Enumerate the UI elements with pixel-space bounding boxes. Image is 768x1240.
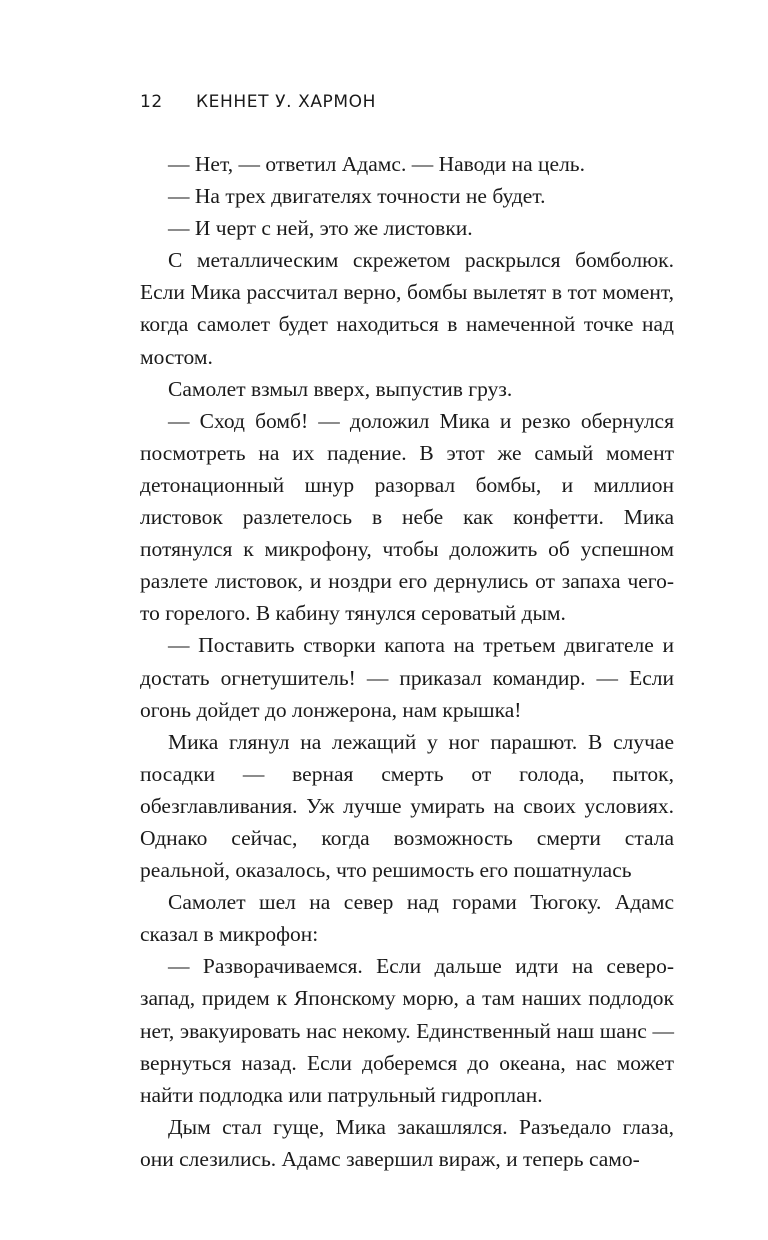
paragraph: — И черт с ней, это же листовки. [168, 216, 473, 241]
paragraph: — Поставить створки капота на третьем двигателе и достать огнетушитель! — приказал командир. — Если огонь дойдет до лонжерона, нам крышка! [140, 633, 674, 722]
paragraph: Самолет взмыл вверх, выпустив груз. [168, 376, 513, 401]
paragraph: — Нет, — ответил Адамс. — Наводи на цель. [168, 152, 585, 176]
page-number: 12 [140, 92, 163, 112]
running-head [140, 92, 700, 122]
text-body [140, 148, 674, 1175]
author-name: КЕННЕТ У. ХАРМОН [196, 92, 377, 112]
paragraph: Мика глянул на лежащий у ног парашют. В случае посадки — верная смерть от голода, пыток, обезглавливания. Уж лучше умирать на своих условиях. Однако сейчас, когда возможность смерти стала реальной, оказалось, что решимость его пошатнулась [140, 729, 674, 883]
paragraph: — Сход бомб! — доложил Мика и резко обернулся посмотреть на их падение. В этот же самый момент детонационный шнур разорвал бомбы, и миллион листовок разлетелось в небе как конфетти. Мика потянулся к микрофону, чтобы доложить об успешном разлете листовок, и ноздри его дернулись от запаха чего-то горелого. В кабину тянулся сероватый дым. [140, 408, 674, 626]
paragraph: — Разворачиваемся. Если дальше идти на северо-запад, придем к Японскому морю, а там наших подлодок нет, эвакуировать нас некому. Единственный наш шанс — вернуться назад. Если доберемся до океана, нас может найти подлодка или патрульный гидроплан. [140, 954, 674, 1107]
paragraph: С металлическим скрежетом раскрылся бомболюк. Если Мика рассчитал верно, бомбы вылетят в тот момент, когда самолет будет находиться в намеченной точке над мостом. [140, 248, 674, 369]
paragraph: Дым стал гуще, Мика закашлялся. Разъедало глаза, они слезились. Адамс завершил вираж, и теперь само- [140, 1114, 674, 1171]
paragraph: Самолет шел на север над горами Тюгоку. Адамс сказал в микрофон: [140, 890, 674, 947]
paragraph: — На трех двигателях точности не будет. [168, 184, 546, 209]
